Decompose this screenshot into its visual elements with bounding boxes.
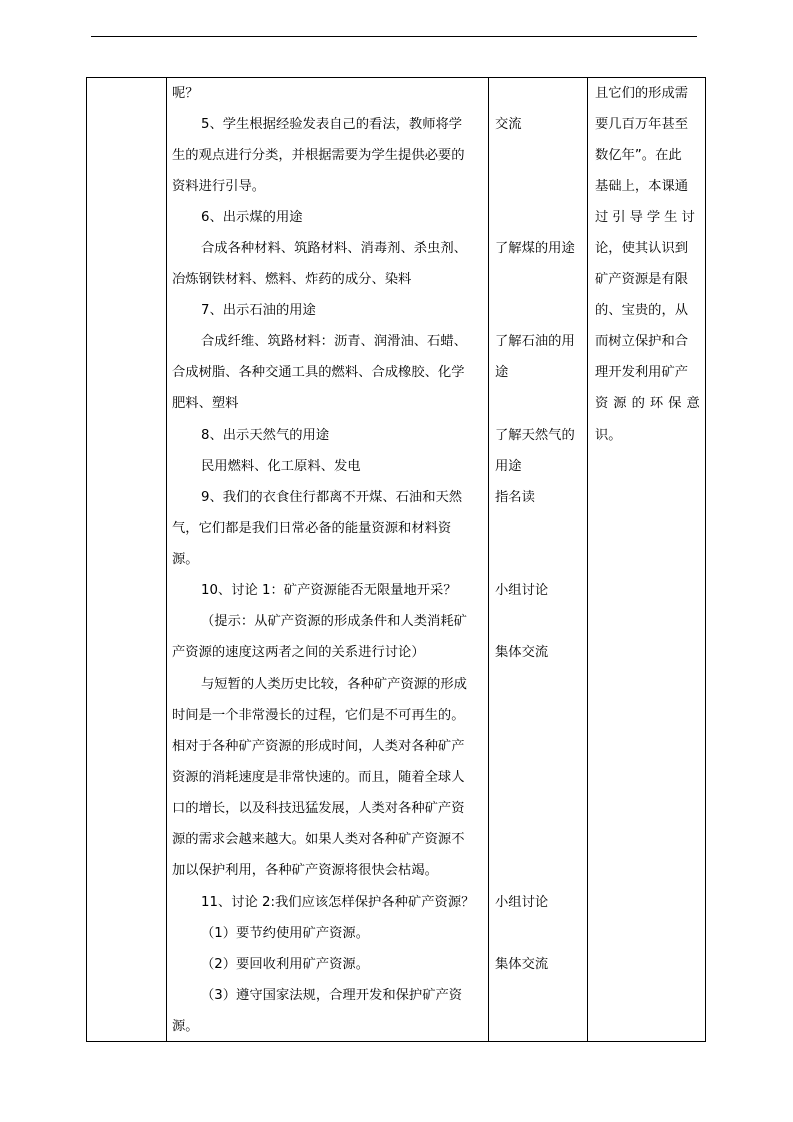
text-line: 7、出示石油的用途 bbox=[201, 303, 316, 318]
activity-text: 集体交流 bbox=[495, 645, 549, 660]
activity-text: 集体交流 bbox=[495, 957, 549, 972]
text-line: 10、讨论 1：矿产资源能否无限量地开采？ bbox=[201, 583, 457, 598]
activity-text: 途 bbox=[495, 365, 509, 380]
text-line: 合成树脂、各种交通工具的燃料、合成橡胶、化学 bbox=[172, 365, 465, 380]
intent-text: 过引导学生讨 bbox=[595, 210, 699, 225]
text-line: 时间是一个非常漫长的过程，它们是不可再生的。 bbox=[172, 708, 465, 723]
intent-text: 的、宝贵的，从 bbox=[595, 303, 689, 318]
activity-text: 小组讨论 bbox=[495, 583, 549, 598]
column-divider bbox=[587, 77, 588, 1042]
text-line: 资源的消耗速度是非常快速的。而且，随着全球人 bbox=[172, 770, 465, 785]
intent-text: 论，使其认识到 bbox=[595, 241, 689, 256]
column-divider bbox=[166, 77, 167, 1042]
intent-text: 理开发利用矿产 bbox=[595, 365, 689, 380]
activity-text: 了解石油的用 bbox=[495, 334, 575, 349]
activity-text: 指名读 bbox=[495, 490, 535, 505]
column-divider bbox=[488, 77, 489, 1042]
text-line: 与短暂的人类历史比较，各种矿产资源的形成 bbox=[201, 677, 467, 692]
text-line: 生的观点进行分类，并根据需要为学生提供必要的 bbox=[172, 148, 465, 163]
text-line: 5、学生根据经验发表自己的看法，教师将学 bbox=[201, 117, 463, 132]
text-line: 源的需求会越来越大。如果人类对各种矿产资源不 bbox=[172, 832, 465, 847]
text-line: （1）要节约使用矿产资源。 bbox=[201, 926, 370, 941]
activity-text: 小组讨论 bbox=[495, 895, 549, 910]
intent-text: 数亿年”。在此 bbox=[595, 148, 682, 163]
text-line: 民用燃料、化工原料、发电 bbox=[201, 459, 361, 474]
intent-text: 识。 bbox=[595, 428, 622, 443]
activity-text: 了解煤的用途 bbox=[495, 241, 575, 256]
text-line: 6、出示煤的用途 bbox=[201, 210, 303, 225]
intent-text: 要几百万年甚至 bbox=[595, 117, 689, 132]
text-line: 呢？ bbox=[172, 86, 199, 101]
text-line: （3）遵守国家法规，合理开发和保护矿产资 bbox=[201, 988, 463, 1003]
intent-text: 矿产资源是有限 bbox=[595, 272, 689, 287]
text-line: 气，它们都是我们日常必备的能量资源和材料资 bbox=[172, 521, 452, 536]
intent-text: 资源的环保意 bbox=[595, 396, 705, 411]
text-line: 9、我们的衣食住行都离不开煤、石油和天然 bbox=[201, 490, 463, 505]
text-line: 产资源的速度这两者之间的关系进行讨论） bbox=[172, 645, 425, 660]
text-line: 合成各种材料、筑路材料、消毒剂、杀虫剂、 bbox=[201, 241, 467, 256]
text-line: 冶炼钢铁材料、燃料、炸药的成分、染料 bbox=[172, 272, 412, 287]
intent-text: 而树立保护和合 bbox=[595, 334, 689, 349]
text-line: 加以保护利用，各种矿产资源将很快会枯竭。 bbox=[172, 863, 438, 878]
activity-text: 了解天然气的 bbox=[495, 428, 575, 443]
text-line: （提示：从矿产资源的形成条件和人类消耗矿 bbox=[201, 614, 467, 629]
text-line: （2）要回收利用矿产资源。 bbox=[201, 957, 370, 972]
intent-text: 基础上，本课通 bbox=[595, 179, 689, 194]
text-line: 资料进行引导。 bbox=[172, 179, 266, 194]
text-line: 相对于各种矿产资源的形成时间，人类对各种矿产 bbox=[172, 739, 465, 754]
header-rule bbox=[91, 36, 697, 37]
text-line: 口的增长，以及科技迅猛发展，人类对各种矿产资 bbox=[172, 801, 465, 816]
text-line: 源。 bbox=[172, 552, 199, 567]
activity-text: 交流 bbox=[495, 117, 522, 132]
intent-text: 且它们的形成需 bbox=[595, 86, 689, 101]
text-line: 8、出示天然气的用途 bbox=[201, 428, 330, 443]
activity-text: 用途 bbox=[495, 459, 522, 474]
text-line: 源。 bbox=[172, 1019, 199, 1034]
text-line: 肥料、塑料 bbox=[172, 396, 239, 411]
text-line: 11、讨论 2:我们应该怎样保护各种矿产资源？ bbox=[201, 895, 475, 910]
text-line: 合成纤维、筑路材料：沥青、润滑油、石蜡、 bbox=[201, 334, 467, 349]
